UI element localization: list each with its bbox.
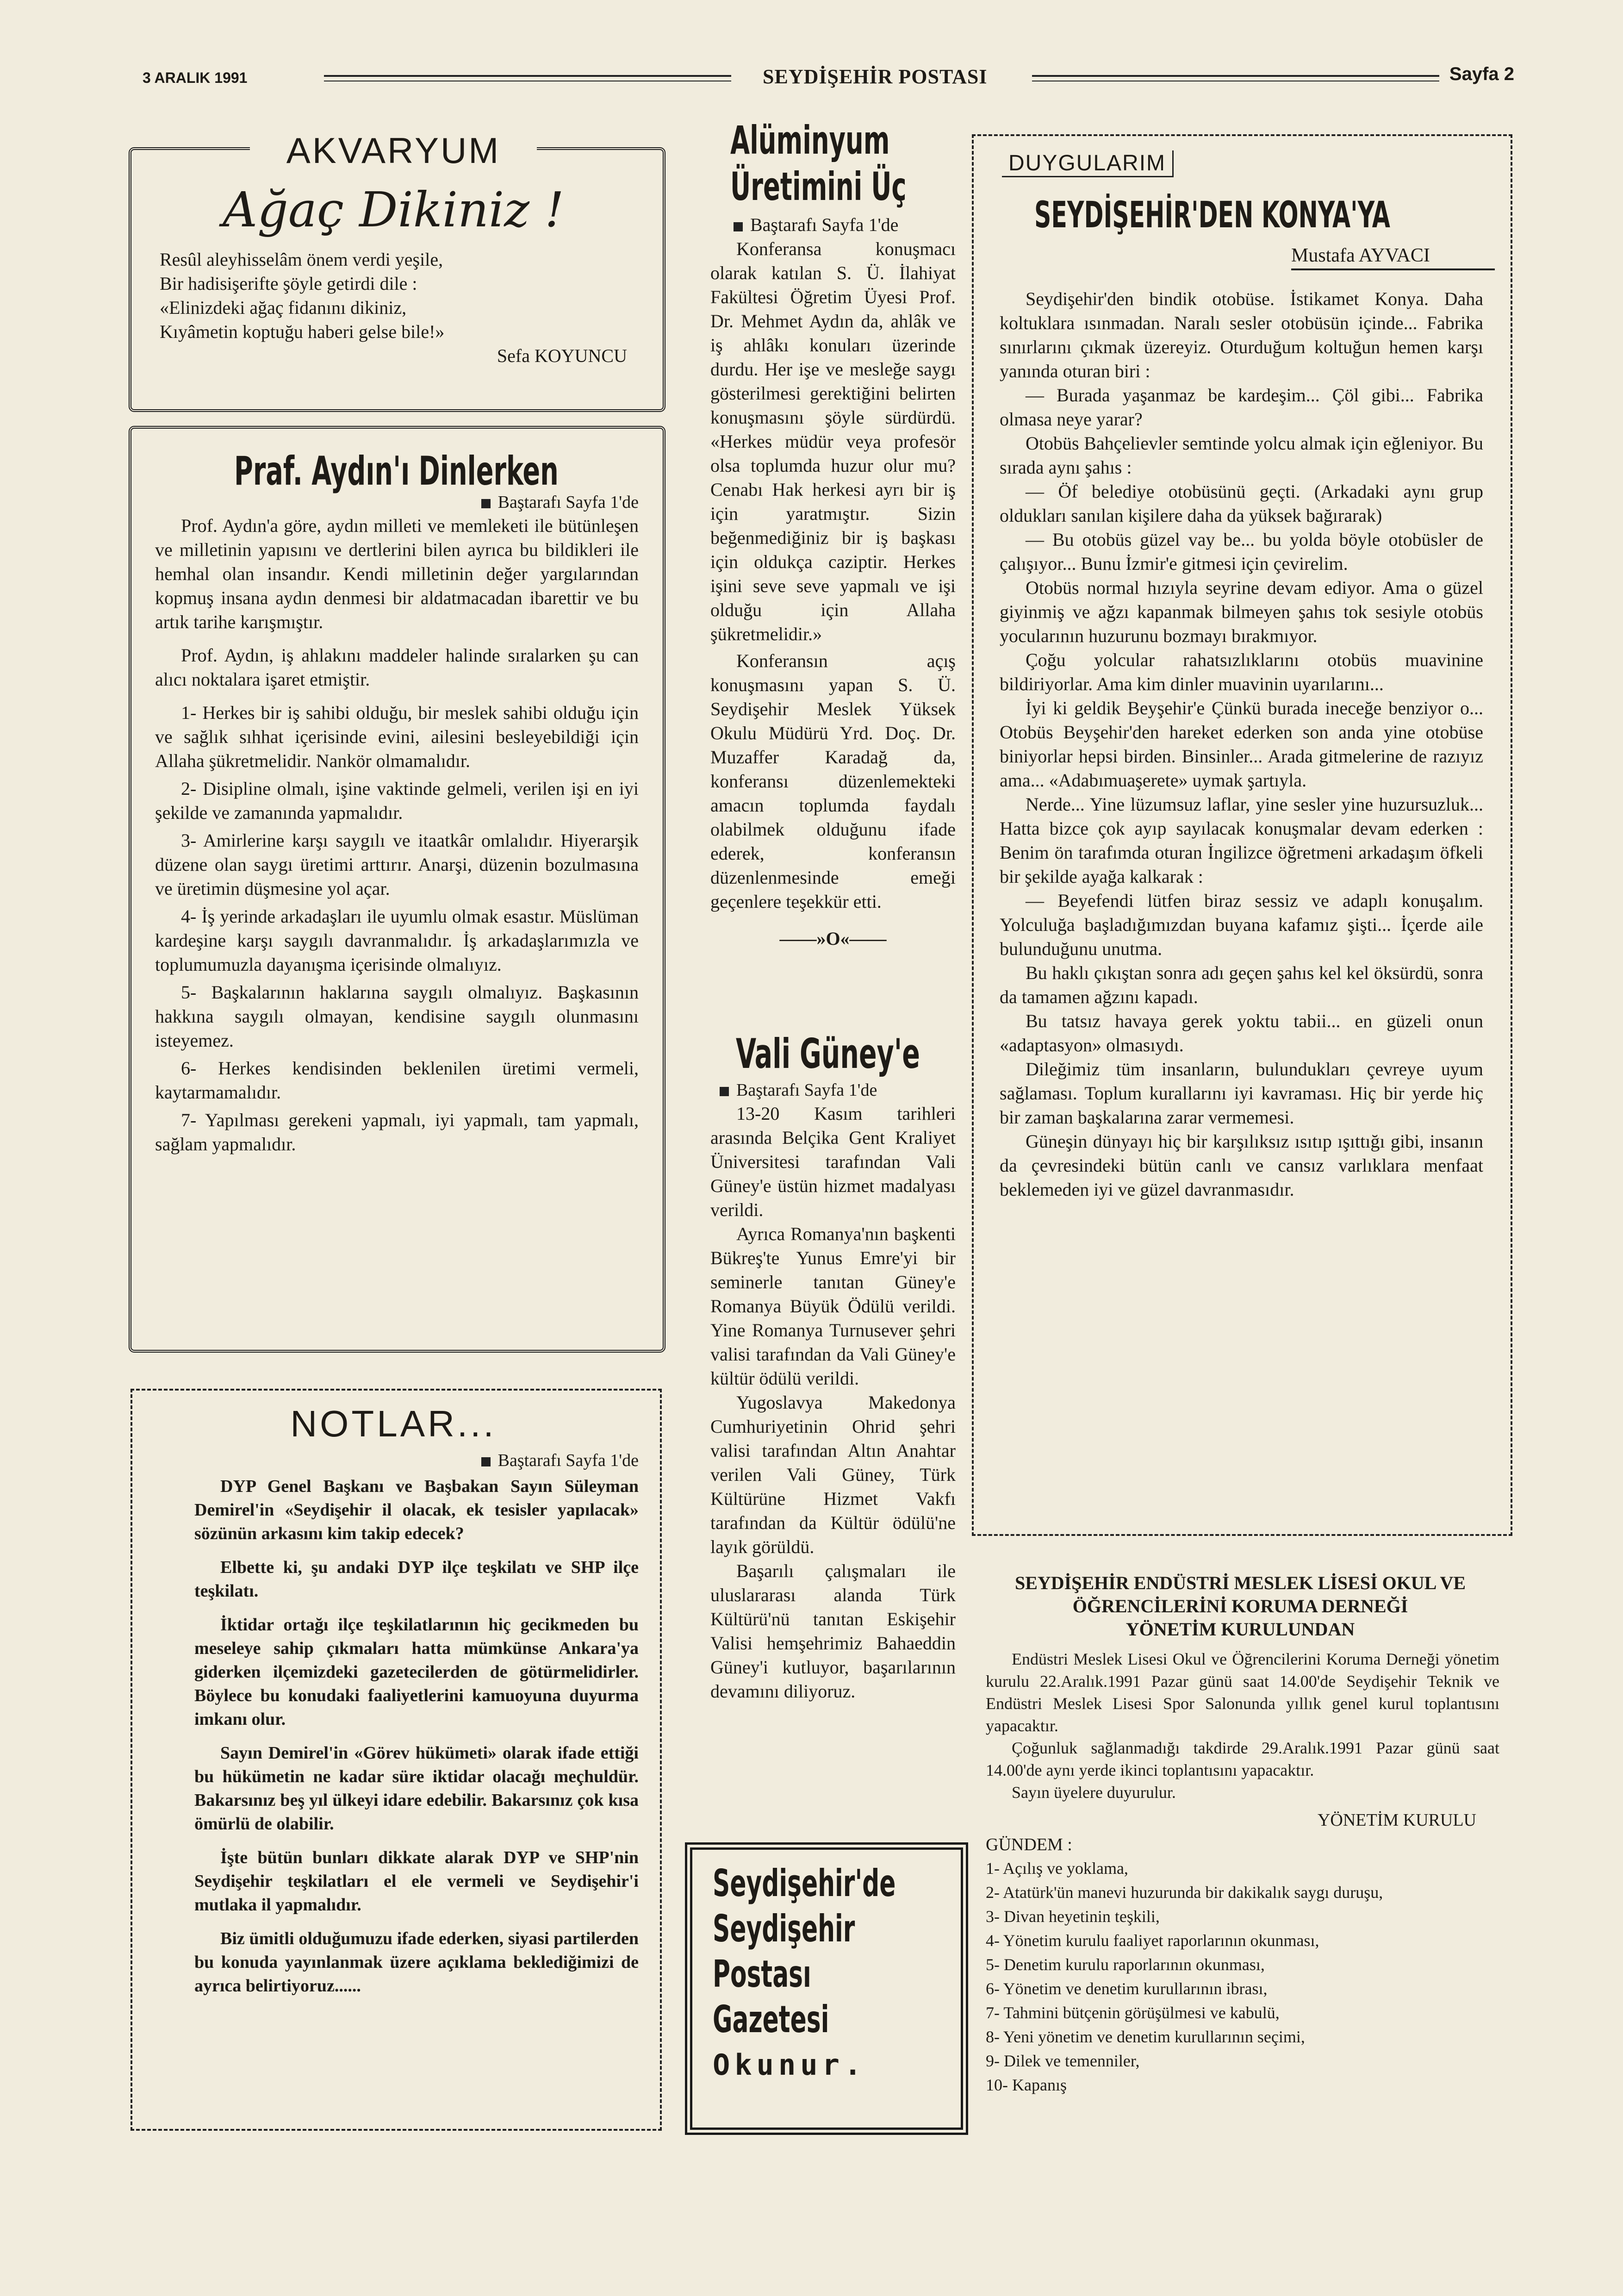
- paragraph: Sayın Demirel'in «Görev hükümeti» olarak ifade ettiği bu hükümetin ne kadar süre iktidar olacağı meçhuldür. Bakarsınız beş yıl ülkeyi idare edebilir. Bakarsınız çok kısa ömürlü de olabilir.: [194, 1743, 639, 1834]
- poem-author: Sefa KOYUNCU: [497, 345, 627, 366]
- paragraph: 7- Yapılması gerekeni yapmalı, iyi yapmalı, tam yapmalı, sağlam yapmalıdır.: [155, 1110, 639, 1154]
- announcement-signature: YÖNETİM KURULU: [1317, 1810, 1476, 1830]
- poem-line: Bir hadisişerifte şöyle getirdi dile :: [160, 273, 417, 294]
- promo-line: Seydişehir: [713, 1907, 855, 1950]
- paragraph: 4- İş yerinde arkadaşları ile uyumlu olmak esastır. Müslüman kardeşine karşı saygılı davranmalıdır. İş arkadaşlarımızla ve toplumumuzla dayanışma içerisinde olmalıyız.: [155, 906, 639, 975]
- aluminyum-title-line1: Alüminyum: [730, 118, 890, 163]
- paragraph: Konferansa konuşmacı olarak katılan S. Ü. İlahiyat Fakültesi Öğretim Üyesi Prof. Dr. Mehmet Aydın da, ahlâk ve iş ahlâkı konuları üzerinde durdu. Her işe ve mesleğe saygı gösterilmesi gerektiğini belirten konuşmasını şöyle sürdürdü. «Herkes müdür veya profesör olsa toplumda huzur olur mu? Cenabı Hak herkesi ayrı bir iş için yaratmıştır. Sizin beğenmediğiniz bir iş başkası için oldukça caziptir. Herkes işini seve seve yapmalı ve işi olduğu için Allaha şükretmelidir.»: [710, 238, 956, 644]
- paragraph: Güneşin dünyayı hiç bir karşılıksız ısıtıp ışıttığı gibi, insanın da çevresindeki bütün canlı ve cansız varlıklara menfaat beklemeden iyi ve güzel davranmasıdır.: [1000, 1131, 1483, 1200]
- agenda-item: 8- Yeni yönetim ve denetim kurullarının seçimi,: [986, 2028, 1305, 2046]
- paragraph: Elbette ki, şu andaki DYP ilçe teşkilatı ve SHP ilçe teşkilatı.: [194, 1558, 639, 1601]
- paragraph: 5- Başkalarının haklarına saygılı olmalıyız. Başkasının hakkına saygılı olmayan, kendisine saygılı olunmasını isteyemez.: [155, 982, 639, 1051]
- paragraph: Bu tatsız havaya gerek yoktu tabii... en güzeli onun «adaptasyon» olmasıydı.: [1000, 1011, 1483, 1055]
- heading-line: SEYDİŞEHİR ENDÜSTRİ MESLEK LİSESİ OKUL VE: [1014, 1572, 1466, 1593]
- promo-line: Seydişehir'de: [713, 1862, 896, 1905]
- promo-line: Gazetesi: [713, 1998, 829, 2041]
- square-bullet-icon: [734, 222, 743, 231]
- agenda-item: 9- Dilek ve temenniler,: [986, 2052, 1140, 2070]
- paragraph: İktidar ortağı ilçe teşkilatlarının hiç gecikmeden bu meseleye sahip çıkmaları hatta mümkünse Ankara'ya giderken ilçemizdeki gazetecilerden de götürmelidirler. Böylece bu konudaki faaliyetlerini kamuoyuna duyurma imkanı olur.: [194, 1615, 639, 1729]
- notlar-body: [194, 1449, 639, 1998]
- aydin-body: [155, 491, 639, 1156]
- square-bullet-icon: [481, 499, 491, 508]
- announcement-heading: [981, 1572, 1499, 1641]
- paragraph: DYP Genel Başkanı ve Başbakan Sayın Süleyman Demirel'in «Seydişehir il olacak, ek tesisler yapılacak» sözünün arkasını kim takip edecek?: [194, 1477, 639, 1543]
- poem-line: Resûl aleyhisselâm önem verdi yeşile,: [160, 249, 443, 270]
- paragraph: İşte bütün bunları dikkate alarak DYP ve SHP'nin Seydişehir teşkilatları el ele vermeli ve Seydişehir'i mutlaka il yapmalıdır.: [194, 1848, 639, 1915]
- continued-from-ref: Baştarafı Sayfa 1'de: [155, 491, 639, 514]
- vali-title: Vali Güney'e: [736, 1030, 920, 1078]
- paragraph: Çoğu yolcular rahatsızlıklarını otobüs muavinine bildiriyorlar. Ama kim dinler muavinin uyarılarını...: [1000, 649, 1483, 694]
- paragraph: Prof. Aydın'a göre, aydın milleti ve memleketi ile bütünleşen ve milletinin yapısını ve dertlerini bilen ayrıca bu bildikleri ile hemhal olan insandır. Kendi milletinin değer yargılarından kopmuş insana aydın denmesi bir aldatmacadan ibarettir ve bu artık tarihe karışmıştır.: [155, 515, 639, 632]
- paragraph: Sayın üyelere duyurulur.: [1012, 1783, 1176, 1802]
- paragraph: — Beyefendi lütfen biraz sessiz ve adaplı konuşalım. Yolculuğa başladığımızdan buyana kafamız şişti... İçerde aile bulunduğunu unutma.: [1000, 890, 1483, 959]
- paragraph: Yugoslavya Makedonya Cumhuriyetinin Ohrid şehri valisi tarafından Altın Anahtar verilen Vali Güney, Türk Kültürüne Hizmet Vakfı tarafından da Kültür ödülü'ne layık görüldü.: [710, 1392, 956, 1557]
- duygularim-body: [1000, 287, 1483, 1202]
- akvaryum-label: AKVARYUM: [250, 130, 537, 172]
- square-bullet-icon: [481, 1457, 491, 1466]
- agenda-item: 1- Açılış ve yoklama,: [986, 1859, 1128, 1878]
- newspaper-name: SEYDİŞEHİR POSTASI: [763, 65, 988, 88]
- agenda-item: 10- Kapanış: [986, 2076, 1067, 2094]
- paragraph: Otobüs normal hızıyla seyrine devam ediyor. Ama o güzel giyinmiş ve ağzı kapanmak bilmeyen şahıs tok sesiyle otobüs yocularının huzurunu bozmayı bırakmıyor.: [1000, 577, 1483, 646]
- agenda-item: 5- Denetim kurulu raporlarının okunması,: [986, 1955, 1265, 1974]
- aluminyum-body: [710, 213, 956, 949]
- agenda-item: 7- Tahmini bütçenin görüşülmesi ve kabulü,: [986, 2003, 1280, 2022]
- aydin-title: Praf. Aydın'ı Dinlerken: [234, 448, 559, 494]
- agenda-item: 6- Yönetim ve denetim kurullarının ibrası,: [986, 1979, 1268, 1998]
- paragraph: Prof. Aydın, iş ahlakını maddeler halinde sıralarken şu can alıcı noktalara işaret etmiştir.: [155, 645, 639, 690]
- promo-line: Postası: [713, 1953, 811, 1996]
- heading-line: YÖNETİM KURULUNDAN: [1126, 1619, 1355, 1640]
- announcement-body: [986, 1648, 1499, 2097]
- paragraph: Seydişehir'den bindik otobüse. İstikamet Konya. Daha koltuklara ısınmadan. Naralı sesler otobüsün içinde... Fabrika sınırlarını çıkmak üzereyiz. Oturduğum koltuğun hemen karşı yanında oturan biri :: [1000, 288, 1483, 381]
- separator: ——»O«——: [779, 928, 887, 949]
- continued-from-ref: Baştarafı Sayfa 1'de: [710, 1079, 956, 1102]
- header-rule-left: [324, 75, 731, 81]
- continued-from-ref: Baştarafı Sayfa 1'de: [194, 1449, 639, 1472]
- agenda-item: 4- Yönetim kurulu faaliyet raporlarının okunması,: [986, 1931, 1319, 1950]
- paragraph: Nerde... Yine lüzumsuz laflar, yine sesler yine huzursuzluk... Hatta bizce çok ayıp sayılacak konuşmalar devam ederken : Benim ön tarafımda oturan İngilizce öğretmeni arkadaşım öfkeli bir şekilde ayağa kalkarak :: [1000, 794, 1483, 887]
- paragraph: Biz ümitli olduğumuzu ifade ederken, siyasi partilerden bu konuda yayınlanmak üzere açıklama beklediğimizi de ayrıca belirtiyoruz......: [194, 1929, 639, 1996]
- paragraph: Ayrıca Romanya'nın başkenti Bükreş'te Yunus Emre'yi bir seminerle tanıtan Güney'e Romanya Büyük Ödülü verildi. Yine Romanya Turnusever şehri valisi tarafından da Vali Güney'e kültür ödülü verildi.: [710, 1223, 956, 1389]
- paragraph: Bu haklı çıkıştan sonra adı geçen şahıs kel kel öksürdü, sonra da tamamen ağzını kapadı.: [1000, 962, 1483, 1007]
- duygularim-author: Mustafa AYVACI: [1291, 244, 1495, 270]
- paragraph: 6- Herkes kendisinden beklenilen üretimi vermeli, kaytarmamalıdır.: [155, 1058, 639, 1103]
- agenda-item: 2- Atatürk'ün manevi huzurunda bir dakikalık saygı duruşu,: [986, 1883, 1383, 1902]
- paragraph: Endüstri Meslek Lisesi Okul ve Öğrencilerini Koruma Derneği yönetim kurulu 22.Aralık.1991 Pazar günü saat 14.00'de Seydişehir Teknik ve Endüstri Meslek Lisesi Spor Salonunda yıllık genel kurul toplantısını yapacaktır.: [986, 1650, 1499, 1735]
- poem-line: «Elinizdeki ağaç fidanını dikiniz,: [160, 297, 407, 318]
- promo-text: [713, 1861, 935, 2088]
- duygularim-title: SEYDİŞEHİR'DEN KONYA'YA: [1034, 194, 1390, 236]
- akvaryum-poem: [160, 248, 641, 368]
- notlar-title: NOTLAR...: [290, 1403, 497, 1444]
- aluminyum-title-line2: Üretimini Üç: [730, 164, 907, 209]
- agenda-title: GÜNDEM :: [986, 1835, 1072, 1854]
- agenda-item: 3- Divan heyetinin teşkili,: [986, 1907, 1160, 1926]
- paragraph: 1- Herkes bir iş sahibi olduğu, bir meslek sahibi olduğu için ve sağlık sıhhat içerisinde evini, ailesini besleyebildiği için Allaha şükretmelidir. Nankör olmamalıdır.: [155, 702, 639, 771]
- vali-body: [710, 1079, 956, 1703]
- heading-line: ÖĞRENCİLERİNİ KORUMA DERNEĞİ: [1072, 1596, 1408, 1616]
- header-rule-right: [1032, 75, 1439, 81]
- issue-date: 3 ARALIK 1991: [143, 69, 248, 86]
- paragraph: 2- Disipline olmalı, işine vaktinde gelmeli, verilen işi en iyi şekilde ve zamanında yapmalıdır.: [155, 778, 639, 823]
- paragraph: — Öf belediye otobüsünü geçti. (Arkadaki aynı grup oldukları sanılan kişilere daha da yüksek bağırarak): [1000, 481, 1483, 526]
- agenda-list: [986, 1856, 1499, 2097]
- paragraph: — Burada yaşanmaz be kardeşim... Çöl gibi... Fabrika olmasa neye yarar?: [1000, 385, 1483, 430]
- paragraph: Otobüs Bahçelievler semtinde yolcu almak için eğleniyor. Bu sırada aynı şahıs :: [1000, 433, 1483, 478]
- continued-from-ref: Baştarafı Sayfa 1'de: [710, 213, 956, 237]
- paragraph: Dileğimiz tüm insanların, bulundukları çevreye uyum sağlaması. Toplum kurallarını iyi kavraması. Hiç bir yerde hiç bir zaman başkalarına zarar vermemesi.: [1000, 1059, 1483, 1128]
- paragraph: Çoğunluk sağlanmadığı takdirde 29.Aralık.1991 Pazar günü saat 14.00'de aynı yerde ikinci toplantısını yapacaktır.: [986, 1739, 1499, 1779]
- paragraph: 3- Amirlerine karşı saygılı ve itaatkâr omlalıdır. Hiyerarşik düzene olan saygı üretimi arttırır. Anarşi, düzenin bozulmasına ve üretimin düşmesine yol açar.: [155, 830, 639, 899]
- page-number: Sayfa 2: [1449, 64, 1514, 84]
- promo-line: Okunur.: [713, 2048, 866, 2082]
- paragraph: — Bu otobüs güzel vay be... bu yolda böyle otobüsler de çalışıyor... Bunu İzmir'e gitmesi için çevirelim.: [1000, 529, 1483, 574]
- square-bullet-icon: [720, 1087, 729, 1096]
- paragraph: 13-20 Kasım tarihleri arasında Belçika Gent Kraliyet Üniversitesi tarafından Vali Güney'e üstün hizmet madalyası verildi.: [710, 1103, 956, 1220]
- paragraph: İyi ki geldik Beyşehir'e Çünkü burada ineceğe benziyor o... Otobüs Beyşehir'den hareket ederken son anda yine otobüse biniyorlar hepsi birden. Binsinler... Arada gitmelerine de razıyız ama... «Adabımuaşerete» uymak şartıyla.: [1000, 698, 1483, 791]
- paragraph: Konferansın açış konuşmasını yapan S. Ü. Seydişehir Meslek Yüksek Okulu Müdürü Yrd. Doç. Dr. Muzaffer Karadağ da, konferansı düzenlemekteki amacın toplumda faydalı olabilmek olduğunu ifade ederek, konferansın düzenlenmesinde emeği geçenlere teşekkür etti.: [710, 650, 956, 912]
- akvaryum-title: Ağaç Dikiniz !: [223, 181, 564, 238]
- poem-line: Kıyâmetin koptuğu haberi gelse bile!»: [160, 321, 445, 342]
- paragraph: Başarılı çalışmaları ile uluslararası alanda Türk Kültürü'nü tanıtan Eskişehir Valisi hemşehrimiz Bahaeddin Güney'i kutluyor, başarılarının devamını diliyoruz.: [710, 1560, 956, 1702]
- duygularim-label: DUYGULARIM: [1002, 150, 1174, 177]
